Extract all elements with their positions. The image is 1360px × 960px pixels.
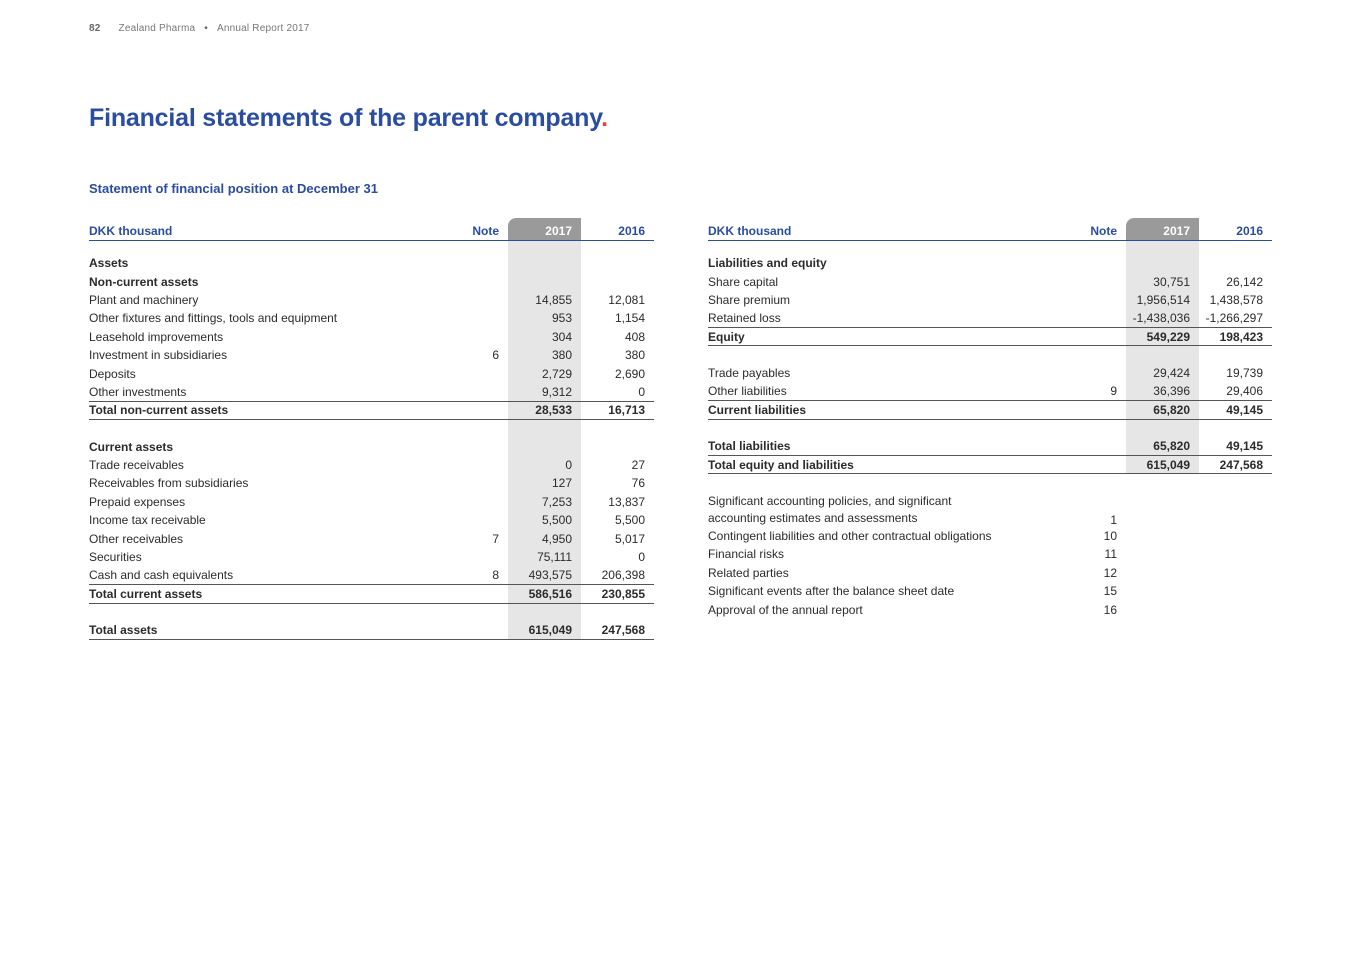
note-reference-row: [708, 564, 1272, 582]
value-2016: 408: [624, 329, 645, 344]
report-name: Annual Report 2017: [216, 23, 310, 34]
value-2017: 7,253: [508, 493, 581, 511]
current-assets-heading: Current assets: [89, 439, 174, 454]
value-2016: 13,837: [608, 494, 645, 509]
table-row: [89, 364, 654, 382]
value-2017: 304: [508, 328, 581, 346]
row-label: Deposits: [89, 366, 136, 381]
table-row: [89, 309, 654, 327]
page-header: [89, 23, 310, 34]
value-2017: 615,049: [1126, 456, 1199, 474]
note-reference-row: [708, 600, 1272, 618]
row-label: Other investments: [89, 384, 187, 399]
row-label: Prepaid expenses: [89, 494, 186, 509]
value-2016: 76: [631, 476, 645, 491]
company-name: Zealand Pharma: [118, 23, 196, 34]
value-2017: 615,049: [508, 621, 581, 639]
value-2016: 49,145: [1226, 439, 1263, 454]
row-label: Total non-current assets: [89, 401, 463, 419]
total-row: [89, 401, 654, 419]
value-2016: 5,017: [614, 531, 645, 546]
col-header-2016: 2016: [581, 218, 654, 240]
noncurrent-heading: Non-current assets: [89, 274, 199, 289]
row-note: [463, 383, 508, 401]
value-2016: 29,406: [1226, 384, 1263, 399]
value-2016: 2,690: [614, 366, 645, 381]
value-2017: 493,575: [508, 566, 581, 584]
value-2017: 36,396: [1126, 382, 1199, 400]
note-reference-row: [708, 527, 1272, 545]
table-header-row: [89, 218, 654, 240]
col-header-label: DKK thousand: [708, 218, 1081, 240]
table-row: [89, 456, 654, 474]
reference-label: Related parties: [708, 565, 789, 580]
value-2017: 4,950: [508, 529, 581, 547]
row-label: Current liabilities: [708, 401, 1081, 419]
page-title: [89, 104, 608, 133]
value-2016: 0: [638, 550, 645, 565]
row-label: Total assets: [89, 622, 158, 637]
table-row: [89, 548, 654, 566]
row-note: [1081, 309, 1126, 327]
col-header-note: Note: [463, 218, 508, 240]
value-2017: 65,820: [1126, 401, 1199, 419]
row-label: Securities: [89, 550, 142, 565]
value-2016: 16,713: [581, 401, 654, 419]
value-2016: 198,423: [1199, 328, 1272, 346]
value-2016: 380: [624, 348, 645, 363]
table-row: [89, 346, 654, 364]
row-label: Other receivables: [89, 531, 184, 546]
value-2017: 380: [508, 346, 581, 364]
value-2016: 19,739: [1226, 366, 1263, 381]
note-reference-row: [708, 545, 1272, 563]
row-label: Income tax receivable: [89, 513, 206, 528]
row-label: Cash and cash equivalents: [89, 568, 234, 583]
liabilities-equity-heading: Liabilities and equity: [708, 256, 827, 271]
row-note: [463, 364, 508, 382]
value-2016: 12,081: [608, 292, 645, 307]
total-assets-row: [89, 621, 654, 639]
table-row: [708, 272, 1272, 290]
value-2016: 206,398: [601, 568, 645, 583]
row-label: Receivables from subsidiaries: [89, 476, 249, 491]
col-header-2017: 2017: [1126, 218, 1199, 240]
value-2017: 30,751: [1126, 272, 1199, 290]
value-2016: 49,145: [1199, 401, 1272, 419]
value-2016: 0: [638, 384, 645, 399]
value-2017: 0: [508, 456, 581, 474]
col-header-note: Note: [1081, 218, 1126, 240]
row-label: Other liabilities: [708, 384, 787, 399]
value-2017: 65,820: [1126, 437, 1199, 455]
row-label: Other fixtures and fittings, tools and equipment: [89, 311, 338, 326]
value-2017: 75,111: [508, 548, 581, 566]
row-label: Plant and machinery: [89, 292, 199, 307]
value-2016: 230,855: [581, 585, 654, 603]
row-note: 8: [492, 568, 499, 583]
reference-label: Significant accounting policies, and significant accounting estimates and assessments: [708, 493, 952, 525]
value-2016: 27: [631, 458, 645, 473]
table-row: [89, 566, 654, 584]
total-liabilities-row: [708, 437, 1272, 455]
row-note: [463, 328, 508, 346]
reference-note: 11: [1104, 547, 1117, 562]
value-2017: 1,956,514: [1126, 291, 1199, 309]
row-note: [463, 456, 508, 474]
row-note: [463, 309, 508, 327]
table-row: [89, 383, 654, 401]
note-reference-row: [708, 582, 1272, 600]
value-2016: 247,568: [1219, 457, 1263, 472]
row-note: [1081, 272, 1126, 290]
table-row: [89, 529, 654, 547]
reference-note: 15: [1103, 584, 1117, 599]
reference-note: 1: [1110, 512, 1117, 527]
page-title-text: Financial statements of the parent company: [89, 104, 602, 132]
reference-label: Approval of the annual report: [708, 602, 863, 617]
value-2017: 127: [508, 474, 581, 492]
row-label: Equity: [708, 328, 1081, 346]
table-row: [89, 474, 654, 492]
value-2016: 1,154: [614, 311, 645, 326]
table-row: [89, 328, 654, 346]
note-reference-row: [708, 492, 1272, 527]
value-2017: 5,500: [508, 511, 581, 529]
table-row: [89, 511, 654, 529]
value-2017: 953: [508, 309, 581, 327]
total-equity-liabilities-row: [708, 456, 1272, 474]
row-label: Total current assets: [89, 585, 463, 603]
col-header-label: DKK thousand: [89, 218, 463, 240]
row-note: 6: [492, 348, 499, 363]
value-2017: 549,229: [1126, 328, 1199, 346]
value-2016: 5,500: [614, 513, 645, 528]
assets-table: [89, 218, 654, 640]
row-label: Trade receivables: [89, 458, 184, 473]
row-label: Share premium: [708, 292, 791, 307]
total-row: [89, 585, 654, 603]
reference-note: 16: [1103, 602, 1117, 617]
row-label: Investment in subsidiaries: [89, 348, 228, 363]
row-label: Share capital: [708, 274, 779, 289]
row-label: Total liabilities: [708, 439, 791, 454]
col-header-2016: 2016: [1199, 218, 1272, 240]
separator-dot: •: [204, 23, 208, 34]
total-row: [708, 328, 1272, 346]
total-row: [708, 401, 1272, 419]
table-row: [708, 291, 1272, 309]
row-note: [463, 291, 508, 309]
row-note: 9: [1110, 384, 1117, 399]
row-label: Trade payables: [708, 366, 791, 381]
statement-subtitle: Statement of financial position at December 31: [89, 181, 378, 196]
title-accent-dot: .: [601, 104, 608, 132]
value-2016: 26,142: [1226, 274, 1263, 289]
table-row: [89, 493, 654, 511]
assets-heading: Assets: [89, 256, 129, 271]
reference-label: Contingent liabilities and other contractual obligations: [708, 529, 992, 544]
value-2017: 14,855: [508, 291, 581, 309]
row-note: [1081, 364, 1126, 382]
table-row: [89, 291, 654, 309]
value-2017: 586,516: [508, 585, 581, 603]
value-2017: 28,533: [508, 401, 581, 419]
row-label: Leasehold improvements: [89, 329, 224, 344]
table-header-row: [708, 218, 1272, 240]
row-label: Retained loss: [708, 311, 781, 326]
page-number: 82: [89, 23, 101, 34]
value-2017: 2,729: [508, 364, 581, 382]
row-note: [463, 474, 508, 492]
value-2017: 9,312: [508, 383, 581, 401]
value-2017: 29,424: [1126, 364, 1199, 382]
liabilities-equity-table: [708, 218, 1272, 619]
reference-note: 12: [1103, 565, 1117, 580]
value-2016: -1,266,297: [1205, 311, 1263, 326]
value-2016: 1,438,578: [1209, 292, 1263, 307]
reference-note: 10: [1103, 529, 1117, 544]
row-note: [1081, 291, 1126, 309]
table-row: [708, 382, 1272, 400]
table-row: [708, 309, 1272, 327]
row-note: 7: [492, 531, 499, 546]
row-note: [463, 548, 508, 566]
col-header-2017: 2017: [508, 218, 581, 240]
row-note: [463, 511, 508, 529]
row-note: [463, 493, 508, 511]
row-label: Total equity and liabilities: [708, 457, 854, 472]
value-2017: -1,438,036: [1126, 309, 1199, 327]
table-row: [708, 364, 1272, 382]
reference-label: Financial risks: [708, 547, 785, 562]
reference-label: Significant events after the balance sheet date: [708, 584, 955, 599]
value-2016: 247,568: [601, 622, 645, 637]
